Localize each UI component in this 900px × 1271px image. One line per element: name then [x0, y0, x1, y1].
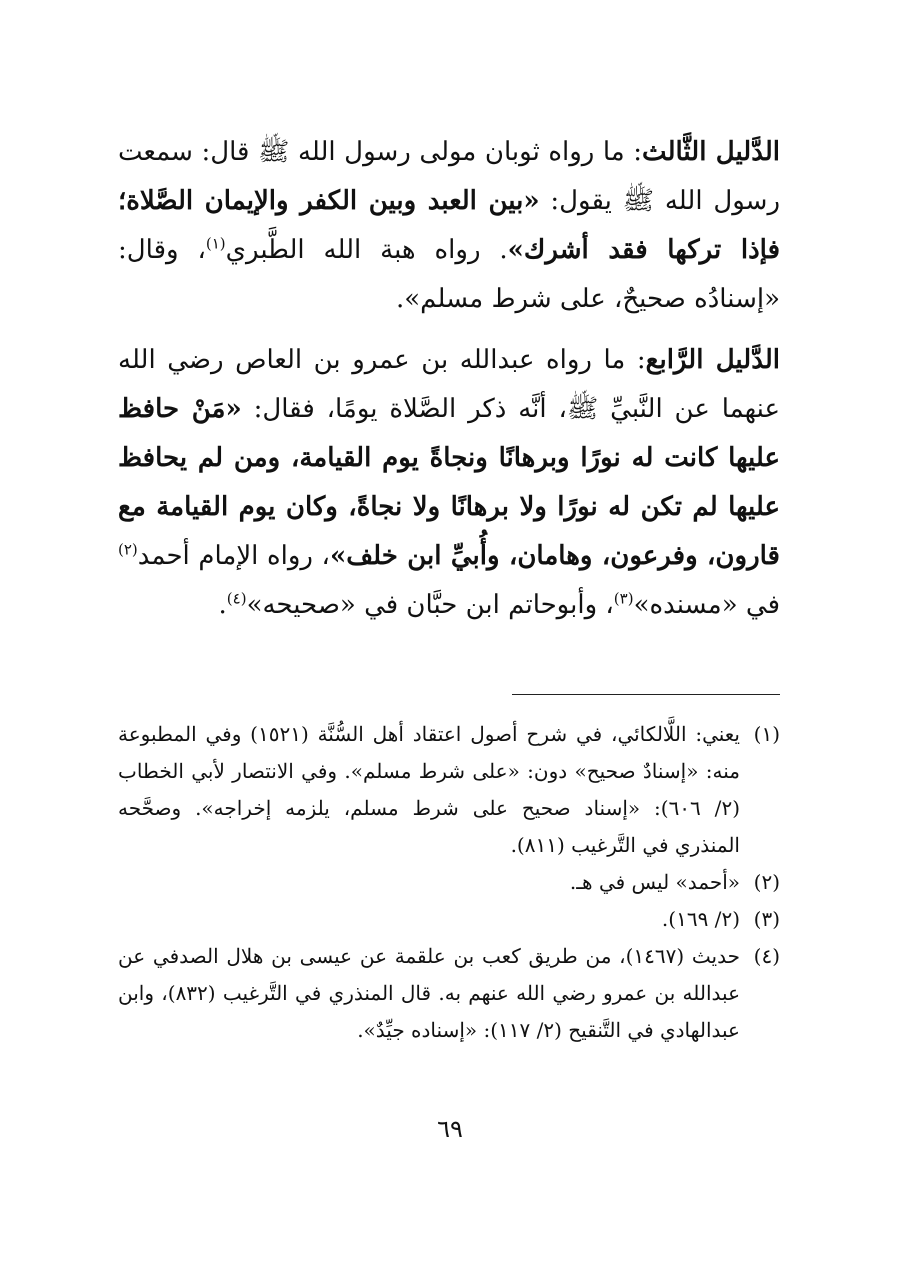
- footnote-text: «أحمد» ليس في هـ.: [569, 870, 740, 894]
- footnote-1: [118, 716, 780, 864]
- footnote-divider: [512, 694, 780, 695]
- main-text: [118, 128, 780, 630]
- footnote-number: (٣): [753, 907, 780, 931]
- paragraph-heading: الدَّليل الثَّالث: [642, 137, 780, 167]
- paragraph-text: . رواه هبة الله الطَّبري: [225, 235, 508, 265]
- paragraph-text: : ما رواه عبدالله بن عمرو بن العاص رضي الله عنهما عن النَّبيِّ ﷺ، أنَّه ذكر الصَّلاة يومًا، فقال:: [118, 345, 781, 424]
- footnote-text: حديث (١٤٦٧)، من طريق كعب بن علقمة عن عيسى بن هلال الصدفي عن عبدالله بن عمرو رضي الله عنهم به. قال المنذري في التَّرغيب (٨٣٢)، وابن عبدالهادي في التَّنقيح (٢/ ١١٧): «إسناده جيِّدٌ».: [118, 944, 741, 1042]
- footnote-number: (٢): [753, 870, 780, 894]
- footnote-4: [118, 938, 780, 1049]
- paragraph-third-evidence: [118, 128, 780, 324]
- paragraph-text: في «مسنده»: [633, 590, 780, 620]
- footnote-2: [118, 864, 780, 901]
- footnote-number: (١): [753, 722, 780, 746]
- page-number: ٦٩: [437, 1115, 463, 1143]
- footnote-text: يعني: اللَّالكائي، في شرح أصول اعتقاد أهل السُّنَّة (١٥٢١) وفي المطبوعة منه: «إسنادٌ صحيح» دون: «على شرط مسلم». وفي الانتصار لأبي الخطاب (٢/ ٦٠٦): «إسناد صحيح على شرط مسلم، يلزمه إخراجه». وصحَّحه المنذري في التَّرغيب (٨١١).: [118, 722, 741, 857]
- paragraph-text: ، وأبوحاتم ابن حبَّان في «صحيحه»: [246, 590, 614, 620]
- paragraph-text: .: [218, 590, 227, 620]
- paragraph-heading: الدَّليل الرَّابع: [645, 345, 780, 375]
- paragraph-fourth-evidence: [118, 336, 780, 630]
- paragraph-text: ، رواه الإمام أحمد: [137, 541, 330, 571]
- footnote-text: (٢/ ١٦٩).: [661, 907, 740, 931]
- footnote-ref-3[interactable]: (٣): [613, 589, 634, 608]
- paragraph-text: ، وقال: «إسنادُه صحيحٌ، على شرط مسلم».: [118, 235, 780, 314]
- footnote-3: [118, 901, 780, 938]
- footnote-ref-1[interactable]: (١): [205, 234, 226, 253]
- hadith-quote: «مَنْ حافظ عليها كانت له نورًا وبرهانًا ونجاةً يوم القيامة، ومن لم يحافظ عليها لم تكن له نورًا ولا برهانًا ولا نجاةً، وكان يوم القيامة مع قارون، وفرعون، وهامان، وأُبيِّ ابن خلف»: [118, 394, 780, 571]
- footnote-ref-4[interactable]: (٤): [226, 589, 247, 608]
- hadith-quote: «بين العبد وبين الكفر والإيمان الصَّلاة؛ فإذا تركها فقد أشرك»: [118, 186, 781, 265]
- paragraph-text: : ما رواه ثوبان مولى رسول الله ﷺ قال: سمعت رسول الله ﷺ يقول:: [118, 137, 780, 216]
- footnotes: [118, 716, 780, 1049]
- footnote-ref-2[interactable]: (٢): [118, 540, 138, 559]
- footnote-number: (٤): [753, 944, 780, 968]
